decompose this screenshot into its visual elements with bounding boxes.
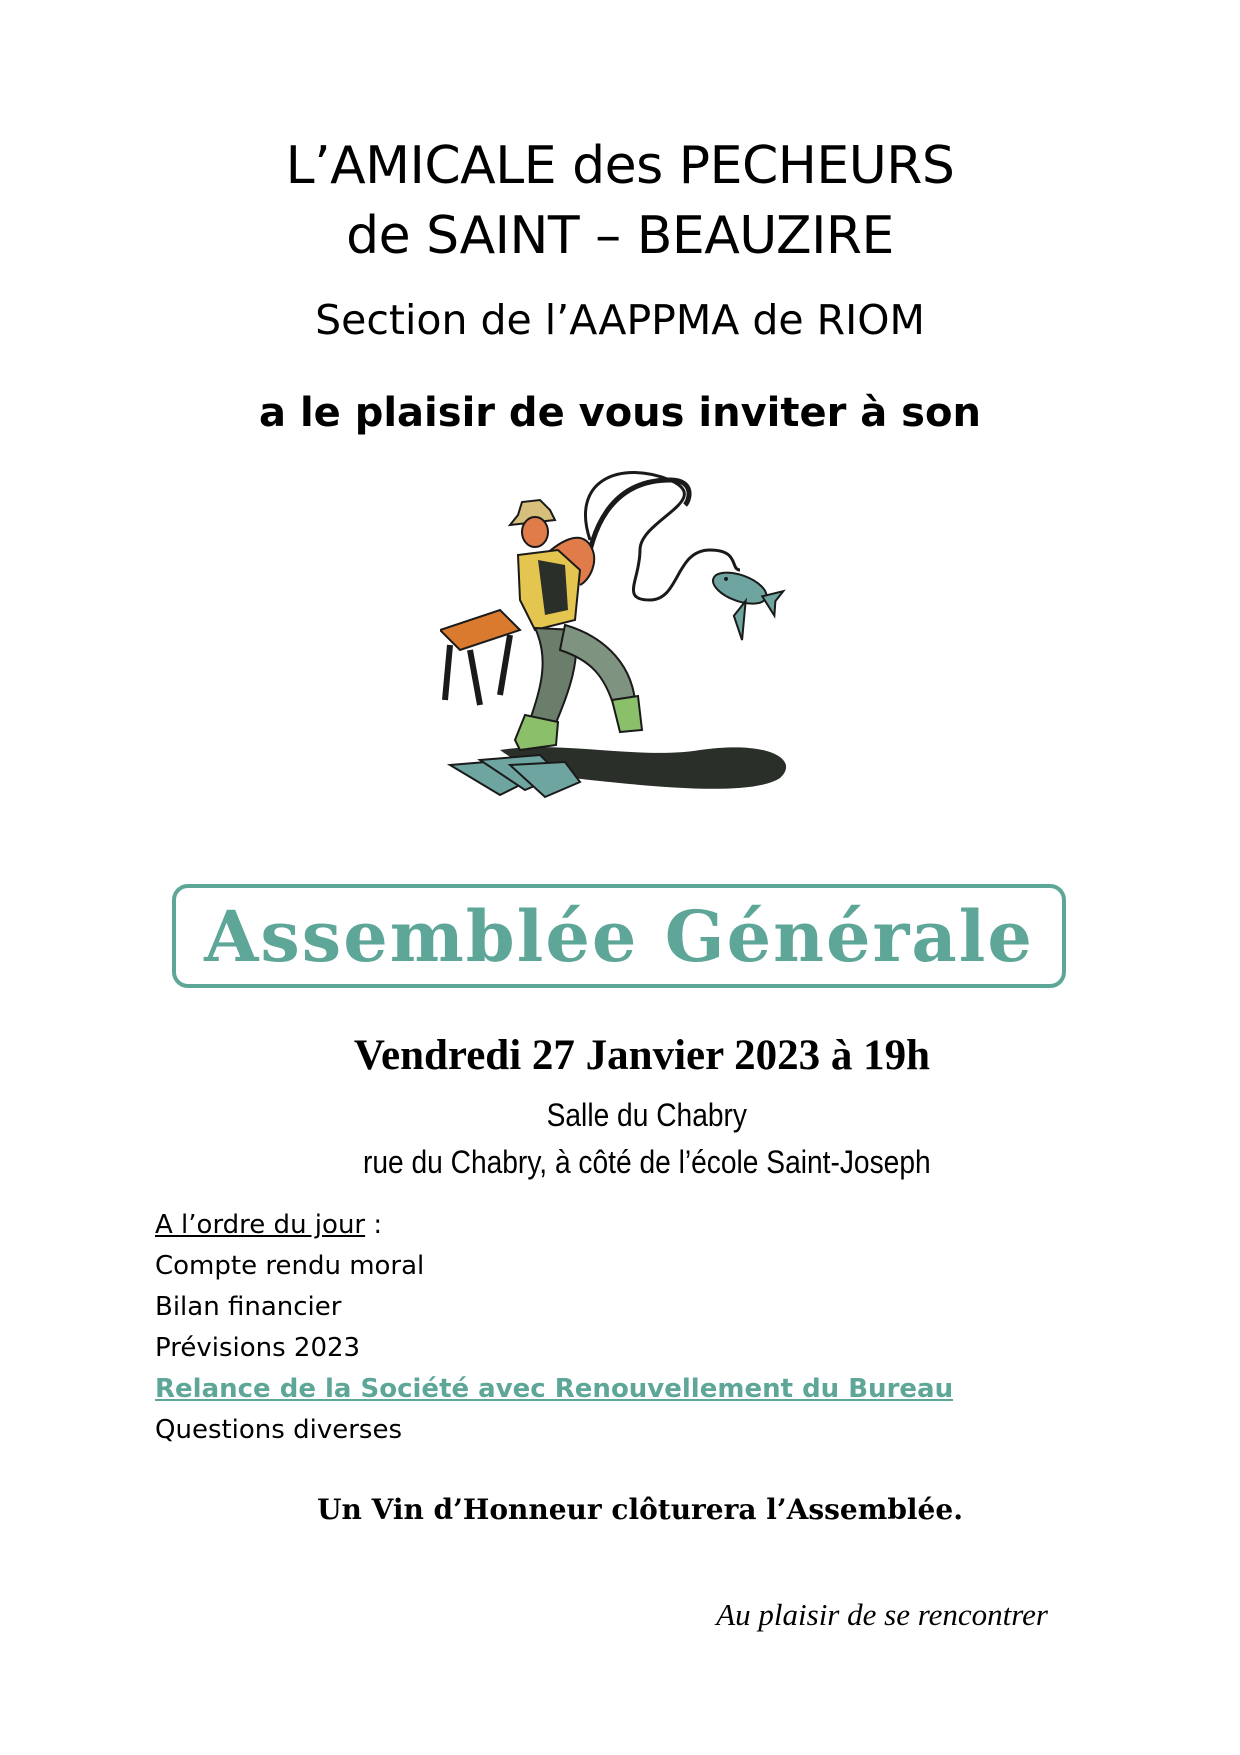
fisherman-catching-fish-icon — [440, 460, 860, 840]
venue-address: rue du Chabry, à côté de l’école Saint-Joseph — [362, 1144, 931, 1180]
event-title: Assemblée Générale — [204, 894, 1034, 978]
agenda-item: Compte rendu moral — [155, 1251, 425, 1281]
subtitle: Section de l’AAPPMA de RIOM — [315, 296, 925, 344]
agenda-heading-colon: : — [365, 1210, 383, 1240]
agenda — [155, 1205, 953, 1451]
event-date: Vendredi 27 Janvier 2023 à 19h — [353, 1032, 931, 1079]
agenda-item: Questions diverses — [155, 1415, 402, 1445]
agenda-item-highlight: Relance de la Société avec Renouvellement du Bureau — [155, 1374, 954, 1404]
agenda-item: Bilan financier — [155, 1292, 342, 1322]
title-line-2: de SAINT – BEAUZIRE — [346, 206, 894, 266]
closing-note: Un Vin d’Honneur clôturera l’Assemblée. — [317, 1493, 963, 1526]
agenda-heading — [155, 1205, 953, 1246]
venue-name: Salle du Chabry — [546, 1097, 747, 1133]
invitation-text: a le plaisir de vous inviter à son — [259, 390, 981, 436]
signoff: Au plaisir de se rencontrer — [716, 1597, 1048, 1632]
agenda-item: Prévisions 2023 — [155, 1333, 361, 1363]
title-line-1: L’AMICALE des PECHEURS — [285, 136, 955, 196]
event-title-box — [172, 884, 1066, 988]
agenda-heading-label: A l’ordre du jour — [155, 1210, 366, 1240]
